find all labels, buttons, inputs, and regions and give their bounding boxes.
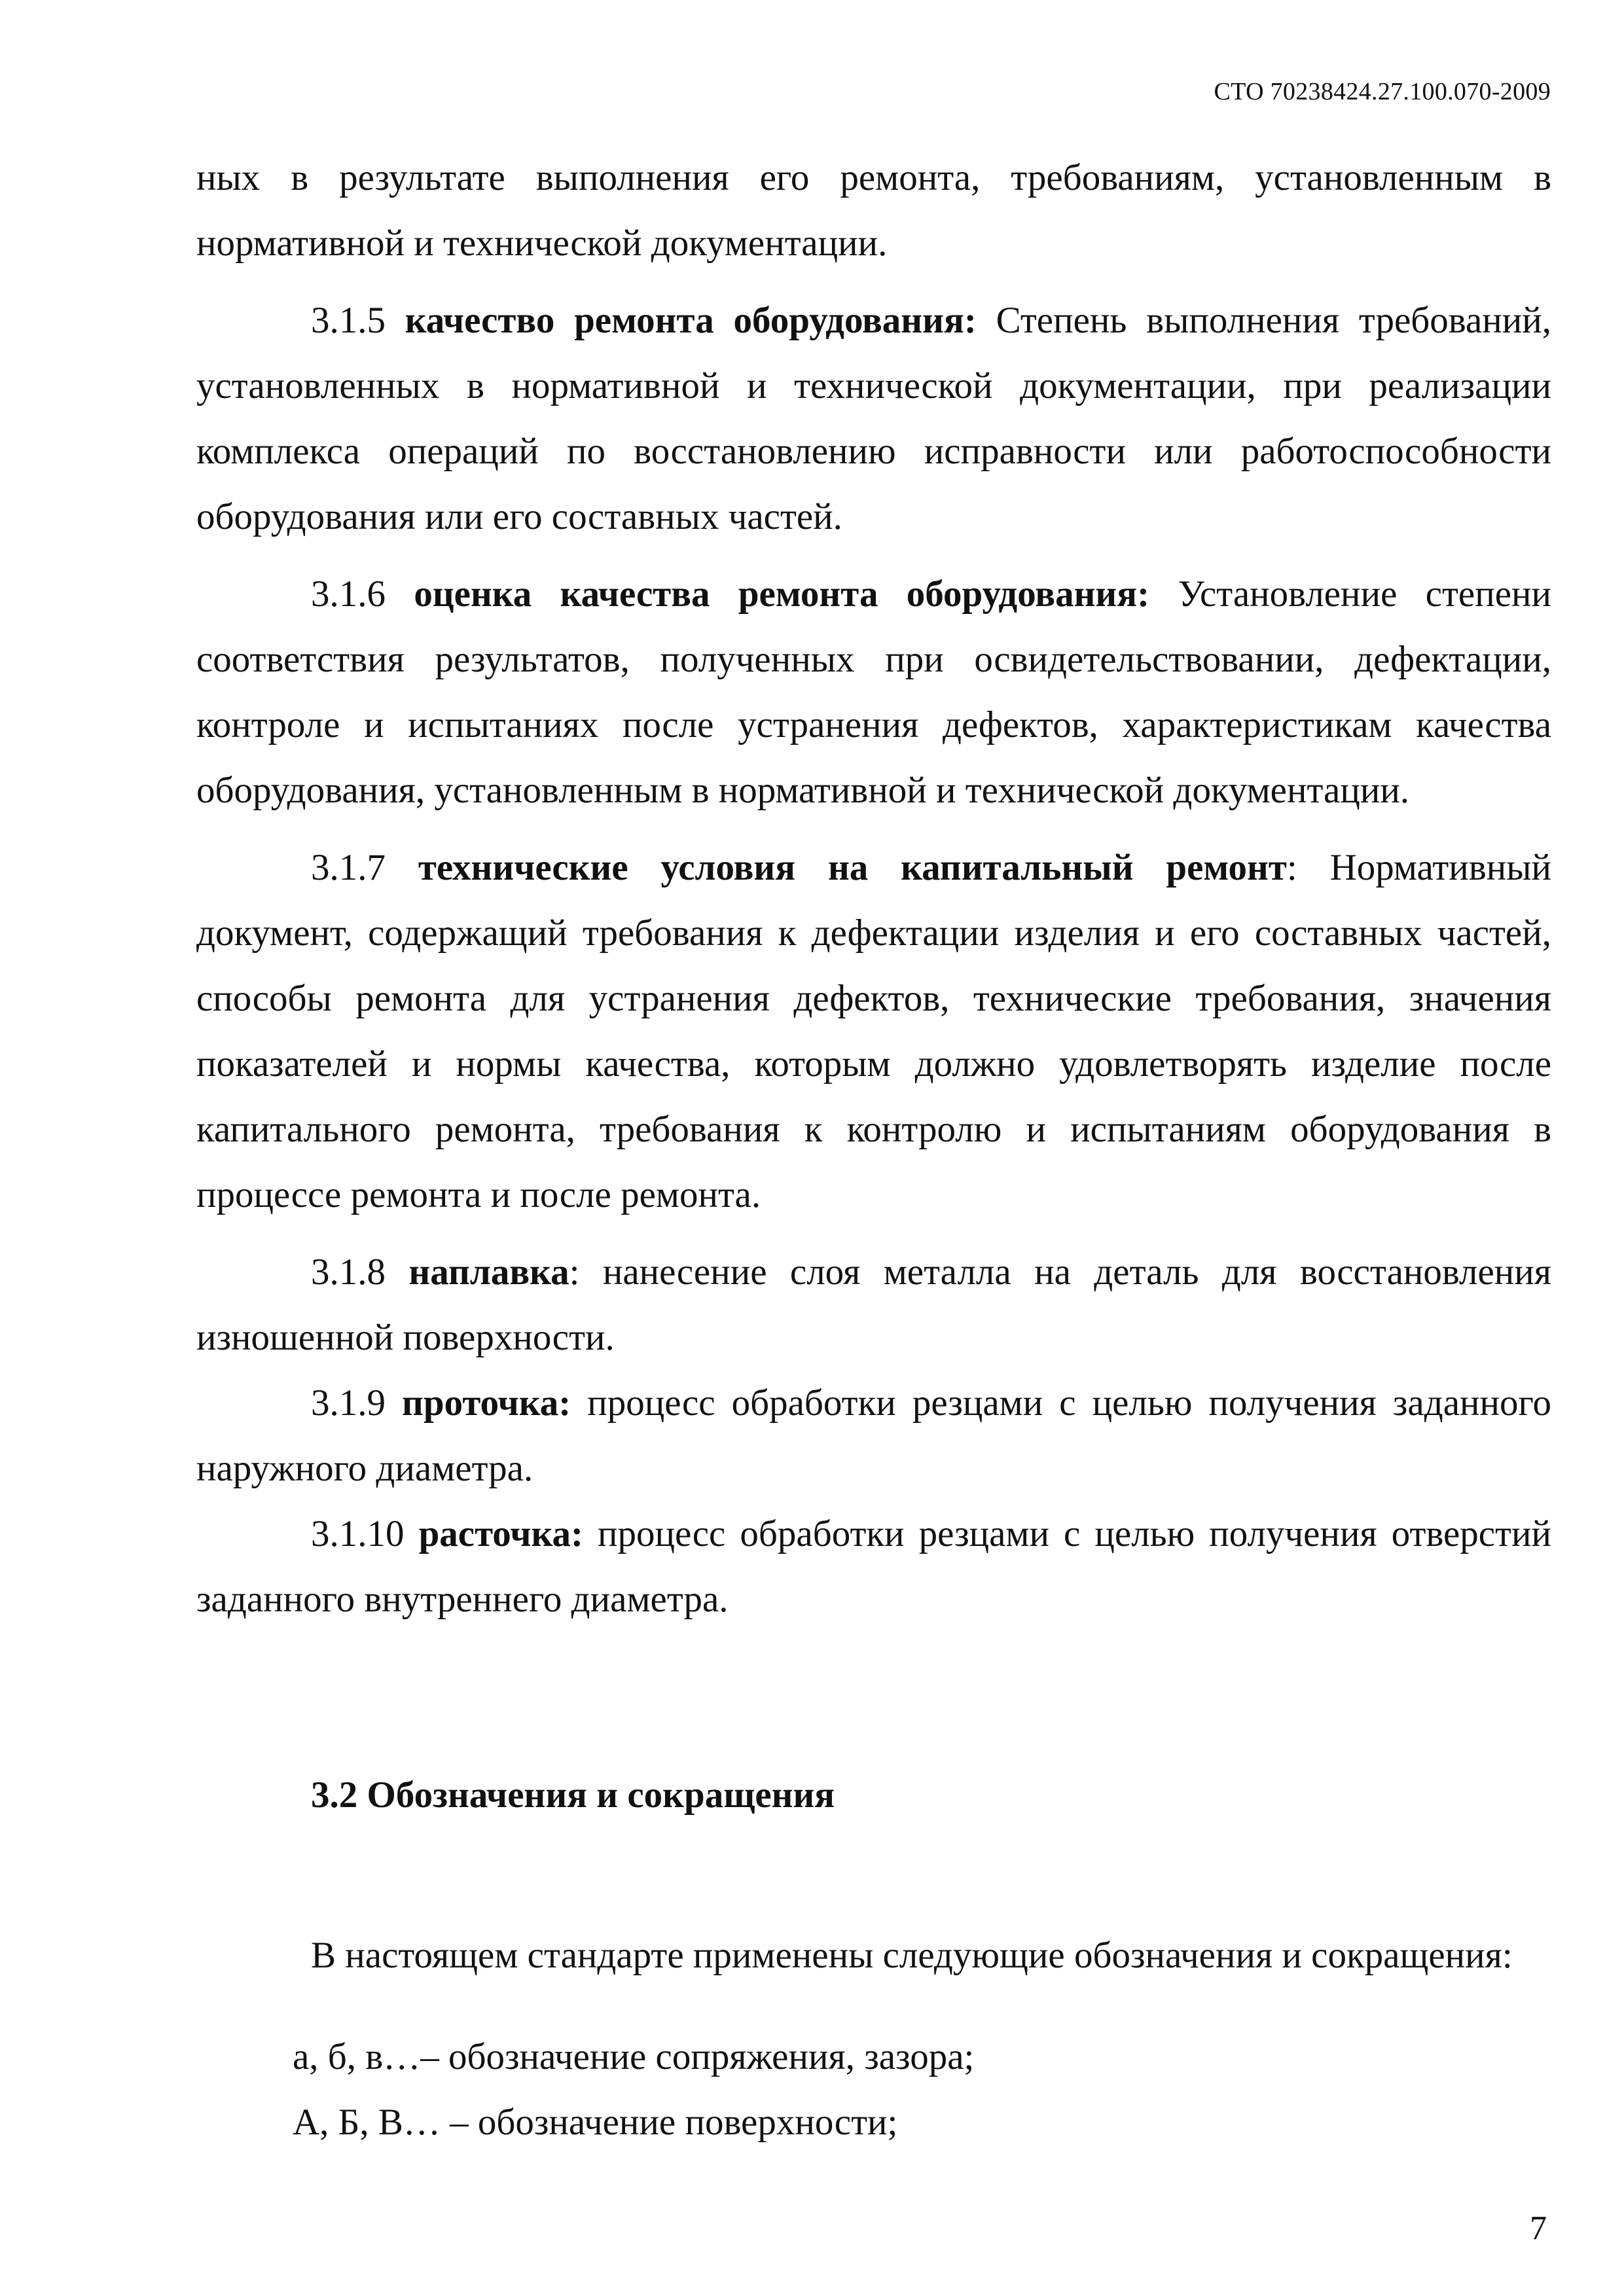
- definition-colon: :: [569, 1251, 580, 1293]
- definition-3-1-7: [196, 835, 1551, 1228]
- definition-text: Нормативный документ, содержащий требования к дефектации изделия и его составных частей, способы ремонта для устранения дефектов, технические требования, значения показателей и нормы качества, которым должно удовлетворять изделие после капитального ремонта, требования к контролю и испытаниям оборудования в процессе ремонта и после ремонта.: [196, 847, 1552, 1215]
- document-code: СТО 70238424.27.100.070-2009: [1214, 78, 1551, 105]
- definition-3-1-5: [196, 288, 1551, 550]
- definition-text: Степень выполнения требований, установленных в нормативной и технической документации, при реализации комплекса операций по восстановлению исправности или работоспособности оборудования или его составных частей.: [196, 300, 1552, 537]
- definition-3-1-9: [196, 1371, 1551, 1501]
- definition-term: технические условия на капитальный ремонт: [418, 847, 1287, 888]
- definition-number: 3.1.6: [311, 573, 386, 615]
- definition-text: Установление степени соответствия результатов, полученных при освидетельствовании, дефектации, контроле и испытаниях после устранения дефектов, характеристикам качества оборудования, установленным в нормативной и технической документации.: [196, 573, 1552, 811]
- definition-number: 3.1.7: [311, 847, 386, 888]
- definitions-body: [196, 145, 1551, 1632]
- definition-number: 3.1.8: [311, 1251, 386, 1293]
- paragraph-continuation: ных в результате выполнения его ремонта, требованиям, установленным в нормативной и технической документации.: [196, 157, 1551, 264]
- definition-number: 3.1.10: [311, 1513, 405, 1554]
- definition-3-1-10: [196, 1501, 1551, 1632]
- section-heading: 3.2 Обозначения и сокращения: [311, 1774, 835, 1816]
- definition-text: нанесение слоя металла на деталь для восстановления изношенной поверхности.: [196, 1251, 1552, 1358]
- definition-term: качество ремонта оборудования:: [405, 300, 977, 341]
- definition-term: оценка качества ремонта оборудования:: [414, 573, 1150, 615]
- definition-3-1-8: [196, 1240, 1551, 1371]
- page-number: 7: [1530, 2210, 1547, 2247]
- definition-term: наплавка: [408, 1251, 569, 1293]
- definition-term: расточка:: [418, 1513, 583, 1554]
- definition-colon: :: [1286, 847, 1297, 888]
- definition-text: процесс обработки резцами с целью получения отверстий заданного внутреннего диаметра.: [196, 1513, 1552, 1620]
- definition-number: 3.1.9: [311, 1382, 386, 1424]
- definition-text: процесс обработки резцами с целью получения заданного наружного диаметра.: [196, 1382, 1552, 1489]
- abbreviation-item: а, б, в…– обозначение сопряжения, зазора;: [293, 2036, 975, 2077]
- definition-number: 3.1.5: [311, 300, 386, 341]
- section-intro: В настоящем стандарте применены следующие обозначения и сокращения:: [311, 1935, 1513, 1976]
- abbreviation-item: А, Б, В… – обозначение поверхности;: [293, 2102, 898, 2143]
- definition-3-1-6: [196, 562, 1551, 823]
- definition-term: проточка:: [402, 1382, 571, 1424]
